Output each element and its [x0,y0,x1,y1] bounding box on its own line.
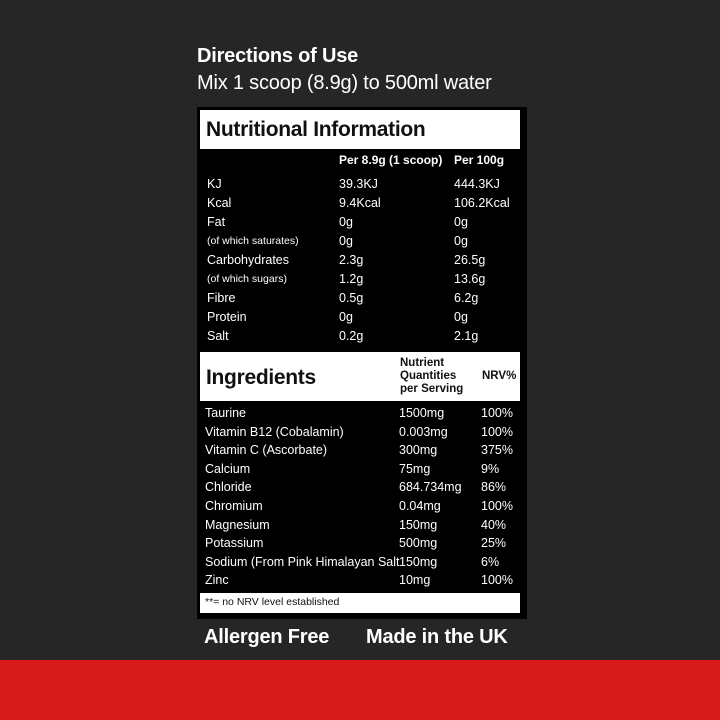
ingredient-row [197,536,527,555]
col-nutrient-quantities-line: Quantities [400,370,457,382]
ingredient-quantity: 0.003mg [399,425,448,439]
nutrient-per-serving: 2.3g [339,253,364,267]
nutrient-name: (of which saturates) [207,235,299,247]
ingredient-nrv: 100% [481,499,513,513]
ingredient-name: Vitamin C (Ascorbate) [205,443,328,457]
ingredient-name: Sodium (From Pink Himalayan Salt [205,555,400,569]
nutrient-name: KJ [207,177,222,191]
col-nutrient-quantities-line: per Serving [400,383,464,395]
nutrition-row [197,234,527,253]
ingredient-nrv: 6% [481,555,500,569]
ingredient-quantity: 10mg [399,573,431,587]
ingredient-quantity: 75mg [399,462,431,476]
ingredient-name: Calcium [205,462,251,476]
nutrition-row [197,215,527,234]
nutrition-row [197,177,527,196]
directions-title: Directions of Use [197,45,359,67]
nutrition-panel [197,107,527,619]
nutrient-name: Salt [207,329,229,343]
made-in-uk-label: Made in the UK [366,626,508,648]
ingredient-name: Potassium [205,536,264,550]
nutrient-per-100g: 13.6g [454,272,486,286]
ingredient-nrv: 9% [481,462,500,476]
col-per-serving: Per 8.9g (1 scoop) [339,153,443,167]
nutrition-row [197,196,527,215]
ingredient-nrv: 100% [481,406,513,420]
directions-section [197,44,492,96]
nutrition-row [197,272,527,291]
nutrient-name: Fat [207,215,226,229]
ingredient-row [197,406,527,425]
nutrient-name: Fibre [207,291,236,305]
nutrient-per-100g: 106.2Kcal [454,196,510,210]
nutrient-per-100g: 444.3KJ [454,177,500,191]
nutrient-per-100g: 0g [454,215,468,229]
directions-text: Mix 1 scoop (8.9g) to 500ml water [197,72,492,94]
ingredient-name: Chromium [205,499,263,513]
nutrition-row [197,310,527,329]
nutrition-header [200,110,520,149]
ingredient-nrv: 100% [481,573,513,587]
ingredient-nrv: 40% [481,518,507,532]
ingredient-nrv: 86% [481,480,507,494]
nutrition-row [197,291,527,310]
ingredient-quantity: 0.04mg [399,499,441,513]
ingredient-name: Zinc [205,573,229,587]
nutrition-row [197,253,527,272]
ingredient-quantity: 1500mg [399,406,445,420]
ingredient-row [197,425,527,444]
nrv-note-bar [200,593,520,613]
ingredient-quantity: 300mg [399,443,438,457]
nutrient-name: Kcal [207,196,232,210]
nutrient-per-serving: 1.2g [339,272,364,286]
col-nutrient-quantities [400,357,463,396]
red-band [0,660,720,720]
nutrient-per-100g: 6.2g [454,291,479,305]
col-per-100g: Per 100g [454,153,505,167]
nrv-note: **= no NRV level established [205,596,340,608]
ingredients-header [200,352,520,401]
ingredient-name: Magnesium [205,518,270,532]
ingredient-quantity: 684.734mg [399,480,462,494]
ingredient-row [197,573,527,592]
ingredient-name: Vitamin B12 (Cobalamin) [205,425,344,439]
ingredient-name: Chloride [205,480,252,494]
ingredient-row [197,462,527,481]
nutrient-per-serving: 0g [339,234,353,248]
ingredients-title: Ingredients [206,366,316,389]
nutrient-per-serving: 39.3KJ [339,177,378,191]
nutrient-per-serving: 0.5g [339,291,364,305]
nutrient-per-100g: 0g [454,234,468,248]
nutrient-per-serving: 0g [339,215,353,229]
nutrient-per-100g: 0g [454,310,468,324]
nutrient-per-100g: 26.5g [454,253,486,267]
nutrition-title: Nutritional Information [206,118,426,141]
ingredient-quantity: 150mg [399,518,438,532]
ingredient-nrv: 375% [481,443,513,457]
ingredient-row [197,518,527,537]
nutrition-row [197,329,527,348]
nutrient-per-100g: 2.1g [454,329,479,343]
nutrient-per-serving: 9.4Kcal [339,196,381,210]
ingredient-row [197,555,527,574]
col-nrv: NRV% [482,370,517,382]
ingredient-row [197,480,527,499]
ingredient-nrv: 25% [481,536,507,550]
ingredient-row [197,499,527,518]
nutrient-name: (of which sugars) [207,273,287,285]
ingredient-name: Taurine [205,406,246,420]
nutrient-per-serving: 0g [339,310,353,324]
nutrient-name: Carbohydrates [207,253,289,267]
allergen-free-label: Allergen Free [204,626,330,648]
nutrient-name: Protein [207,310,247,324]
ingredient-nrv: 100% [481,425,513,439]
col-nutrient-quantities-line: Nutrient [400,357,445,369]
ingredient-quantity: 150mg [399,555,438,569]
ingredient-row [197,443,527,462]
nutrient-per-serving: 0.2g [339,329,364,343]
ingredient-quantity: 500mg [399,536,438,550]
